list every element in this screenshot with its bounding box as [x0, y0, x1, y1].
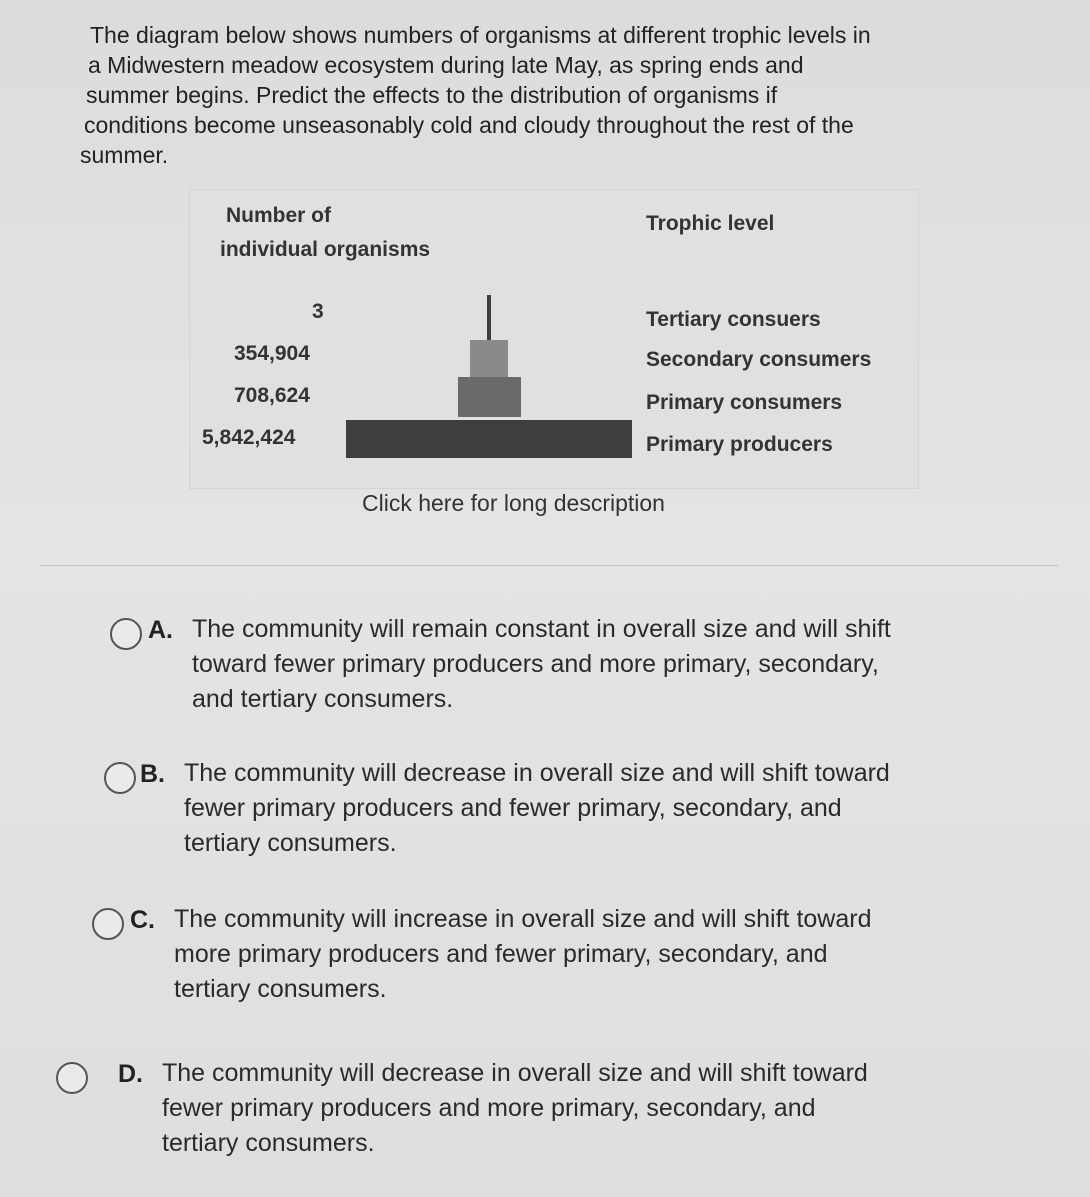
long-description-link[interactable]: Click here for long description [362, 490, 665, 516]
question-line: summer. [80, 142, 169, 168]
value-label-primary-consumers: 708,624 [234, 384, 310, 407]
value-label-secondary: 354,904 [234, 342, 310, 365]
header-count-line2: individual organisms [220, 238, 431, 261]
option-letter: A. [148, 616, 173, 644]
value-label-tertiary: 3 [312, 300, 324, 323]
question-line: The diagram below shows numbers of organisms at different trophic levels in [90, 22, 871, 48]
option-letter: C. [130, 906, 155, 934]
option-text: The community will increase in overall size and will shift toward more primary producers and fewer primary, secondary, and tertiary consumers. [174, 905, 872, 1003]
option-text: The community will decrease in overall size and will shift toward fewer primary producers and more primary, secondary, and tertiary consumers. [162, 1059, 868, 1157]
level-label-tertiary: Tertiary consuers [646, 308, 821, 331]
header-count-line1: Number of [226, 204, 331, 227]
radio-b[interactable] [104, 762, 136, 794]
radio-a[interactable] [110, 618, 142, 650]
level-label-producers: Primary producers [646, 433, 833, 456]
header-trophic-level: Trophic level [646, 212, 775, 235]
trophic-pyramid-figure [190, 190, 918, 488]
bar-secondary-consumers [470, 340, 508, 378]
question-line: summer begins. Predict the effects to the distribution of organisms if [86, 82, 778, 108]
value-label-producers: 5,842,424 [202, 426, 296, 449]
bar-primary-producers [346, 420, 632, 458]
bar-primary-consumers [458, 377, 521, 417]
option-text: The community will decrease in overall size and will shift toward fewer primary producers and fewer primary, secondary, and tertiary consumers. [184, 759, 890, 857]
option-letter: B. [140, 760, 165, 788]
option-text: The community will remain constant in overall size and will shift toward fewer primary producers and more primary, secondary, and tertiary consumers. [192, 615, 891, 713]
radio-d[interactable] [56, 1062, 88, 1094]
bar-tertiary-consumers [487, 295, 491, 341]
level-label-secondary: Secondary consumers [646, 348, 872, 371]
radio-c[interactable] [92, 908, 124, 940]
level-label-primary-consumers: Primary consumers [646, 391, 843, 414]
question-text [80, 20, 1030, 170]
question-line: conditions become unseasonably cold and cloudy throughout the rest of the [84, 112, 854, 138]
option-letter: D. [118, 1060, 143, 1088]
divider [40, 565, 1058, 566]
question-line: a Midwestern meadow ecosystem during late May, as spring ends and [88, 52, 804, 78]
